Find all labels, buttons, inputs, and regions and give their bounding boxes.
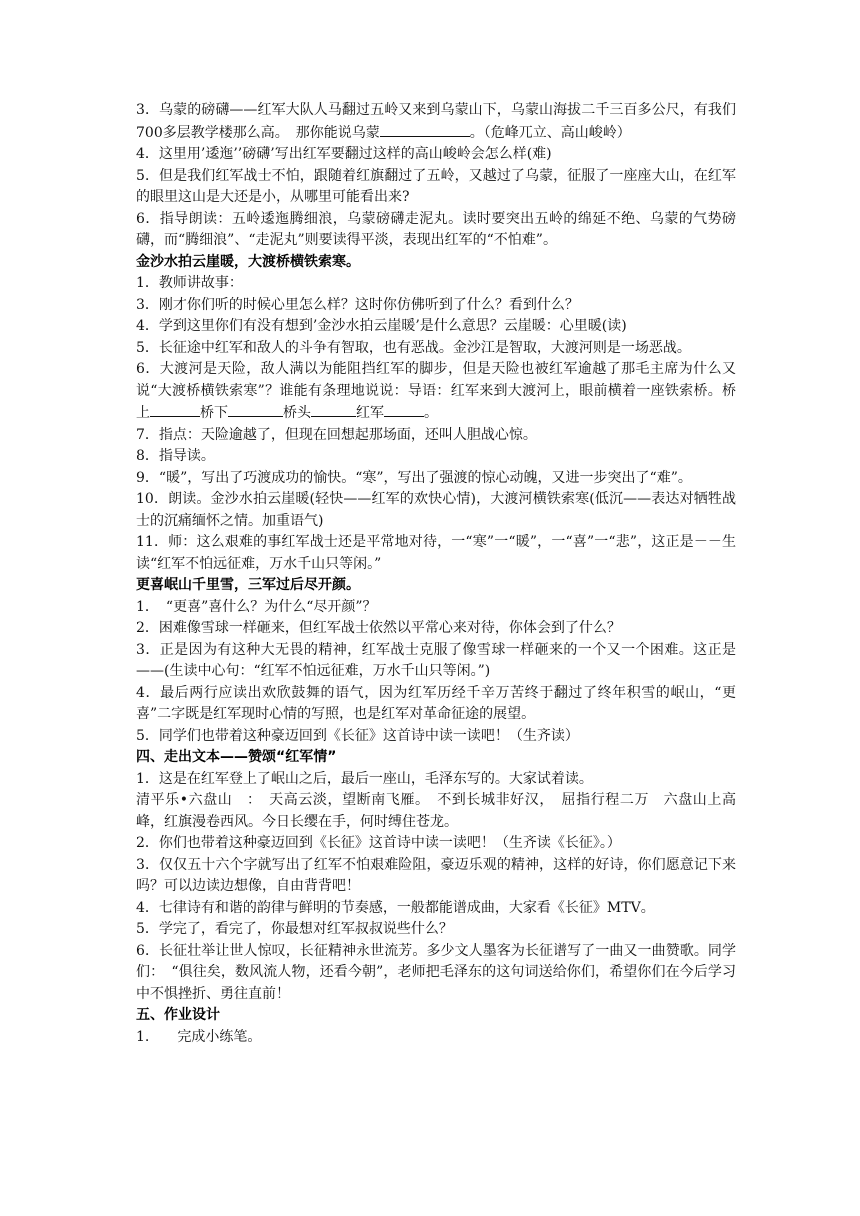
paragraph: 6．长征壮举让世人惊叹，长征精神永世流芳。多少文人墨客为长征谱写了一曲又一曲赞歌。同学们： “俱往矣，数风流人物，还看今朝”，老师把毛泽东的这句词送给你们，希望你们在今后学习中不惧挫折、勇往直前！ [136, 942, 736, 1002]
paragraph: 1． “更喜”喜什么？为什么“尽开颜”？ [136, 598, 377, 615]
paragraph: 2．你们也带着这种豪迈回到《长征》这首诗中读一读吧！（生齐读《长征》。） [136, 835, 621, 851]
paragraph: 2．困难像雪球一样砸来，但红军战士依然以平常心来对待，你体会到了什么？ [136, 620, 621, 636]
paragraph: 11．师：这么艰难的事红军战士还是平常地对待，一“寒”一“暖”，一“喜”一“悲”，这正是－－生读“红军不怕远征难，万水千山只等闲。” [136, 534, 736, 572]
paragraph: 4．这里用’逶迤’’磅礴’写出红军要翻过这样的高山峻岭会怎么样(难) [136, 146, 552, 162]
paragraph: 4．学到这里你们有没有想到’金沙水拍云崖暖’是什么意思？云崖暖：心里暖(读) [136, 318, 627, 334]
paragraph: 8．指导读。 [136, 448, 215, 464]
paragraph: 5．学完了，看完了，你最想对红军叔叔说些什么？ [136, 921, 453, 937]
paragraph: 1．教师讲故事： [136, 275, 243, 291]
section-heading: 五、作业设计 [136, 1007, 220, 1023]
paragraph: 3．正是因为有这种大无畏的精神，红军战士克服了像雪球一样砸来的一个又一个困难。这正是——(生读中心句：“红军不怕远征难，万水千山只等闲。”) [136, 641, 736, 679]
fill-blank [384, 402, 424, 417]
section-heading: 四、走出文本——赞颂“红军情” [136, 749, 337, 765]
paragraph: 5．长征途中红军和敌人的斗争有智取，也有恶战。金沙江是智取，大渡河则是一场恶战。 [136, 339, 691, 356]
paragraph: 3．仅仅五十六个字就写出了红军不怕艰难险阻，豪迈乐观的精神，这样的好诗，你们愿意记下来吗？可以边读边想像，自由背背吧！ [136, 856, 736, 894]
paragraph: 4．七律诗有和谐的韵律与鲜明的节奏感，一般都能谱成曲，大家看《长征》MTV。 [136, 899, 655, 916]
paragraph: 3．乌蒙的磅礴——红军大队人马翻过五岭又来到乌蒙山下，乌蒙山海拔二千三百多公尺，有我们700多层教学楼那么高。 那你能说乌蒙 。（危峰兀立、高山峻岭） [136, 102, 736, 141]
paragraph: 6．大渡河是天险，敌人满以为能阻挡红军的脚步，但是天险也被红军逾越了那毛主席为什么又说“大渡桥横铁索寒”？谁能有条理地说说：导语：红军来到大渡河上，眼前横着一座铁索桥。桥上 桥下 桥头 红军 。 [136, 361, 736, 421]
fill-blank [380, 122, 470, 137]
paragraph: 1. 完成小练笔。 [136, 1028, 262, 1045]
fill-blank [311, 402, 356, 417]
fill-blank [228, 402, 283, 417]
paragraph: 5．同学们也带着这种豪迈回到《长征》这首诗中读一读吧！（生齐读） [136, 727, 579, 744]
section-heading: 更喜岷山千里雪，三军过后尽开颜。 [136, 577, 360, 593]
paragraph: 1．这是在红军登上了岷山之后，最后一座山，毛泽东写的。大家试着读。 [136, 770, 593, 787]
fill-blank [150, 402, 200, 417]
paragraph: 9．“暖”，写出了巧渡成功的愉快。“寒”，写出了强渡的惊心动魄，又进一步突出了“难”。 [136, 469, 692, 486]
lesson-plan-body [136, 100, 736, 1048]
paragraph: 6．指导朗读：五岭逶迤腾细浪，乌蒙磅礴走泥丸。读时要突出五岭的绵延不绝、乌蒙的气势磅礴，而“腾细浪”、“走泥丸”则要读得平淡，表现出红军的“不怕难”。 [136, 210, 736, 248]
paragraph: 7．指点：天险逾越了，但现在回想起那场面，还叫人胆战心惊。 [136, 426, 537, 443]
paragraph: 4．最后两行应读出欢欣鼓舞的语气，因为红军历经千辛万苦终于翻过了终年积雪的岷山，“更喜”二字既是红军现时心情的写照，也是红军对革命征途的展望。 [136, 684, 736, 722]
poem-paragraph: 清平乐•六盘山 ： 天高云淡，望断南飞雁。 不到长城非好汉， 屈指行程二万 六盘山上高峰，红旗漫卷西风。今日长缨在手，何时缚住苍龙。 [136, 792, 736, 830]
paragraph: 10．朗读。金沙水拍云崖暖(轻快——红军的欢快心情)，大渡河横铁索寒(低沉——表达对牺牲战士的沉痛缅怀之情。加重语气) [136, 491, 736, 529]
paragraph: 3．刚才你们听的时候心里怎么样？这时你仿佛听到了什么？看到什么？ [136, 296, 579, 313]
section-heading: 金沙水拍云崖暖，大渡桥横铁索寒。 [136, 253, 360, 270]
paragraph: 5．但是我们红军战士不怕，跟随着红旗翻过了五岭，又越过了乌蒙，征服了一座座大山，在红军的眼里这山是大还是小，从哪里可能看出来? [136, 167, 736, 205]
